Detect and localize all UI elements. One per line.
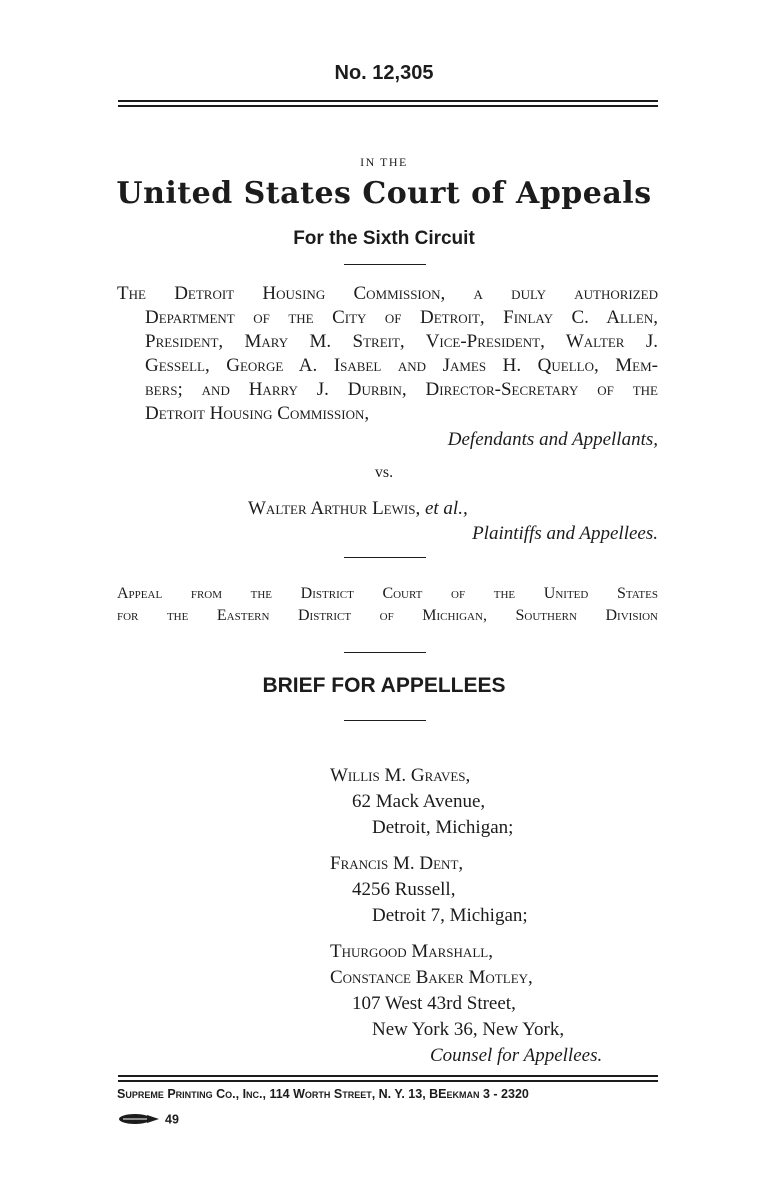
defendants-line-2: Department of the City of Detroit, Finlay C. Allen,: [145, 307, 658, 328]
printer-line: Supreme Printing Co., Inc., 114 Worth Street, N. Y. 13, BEekman 3 - 2320: [117, 1087, 529, 1101]
defendants-line-1: The Detroit Housing Commission, a duly authorized: [117, 283, 658, 304]
plaintiffs-role: Plaintiffs and Appellees.: [472, 523, 658, 544]
plaintiffs-name: Walter Arthur Lewis,: [248, 498, 421, 519]
plaintiffs-etal: et al.,: [424, 498, 468, 519]
counsel-marshall-city: New York 36, New York,: [372, 1019, 565, 1040]
in-the-label: IN THE: [360, 155, 408, 169]
header-double-rule: [118, 100, 658, 107]
union-label: [117, 1110, 179, 1126]
circuit-name: For the Sixth Circuit: [293, 228, 475, 249]
counsel-graves-name: Willis M. Graves,: [330, 765, 471, 786]
counsel-block: [330, 763, 660, 1069]
defendants-line-6: Detroit Housing Commission,: [145, 403, 370, 424]
counsel-marshall-street: 107 West 43rd Street,: [352, 993, 516, 1014]
counsel-dent-street: 4256 Russell,: [352, 879, 456, 900]
counsel-role: Counsel for Appellees.: [430, 1045, 603, 1066]
divider-rule-1: [344, 264, 426, 265]
court-name: United States Court of Appeals: [116, 176, 652, 211]
counsel-dent-name: Francis M. Dent,: [330, 853, 464, 874]
defendants-line-4: Gessell, George A. Isabel and James H. Quello, Mem-: [145, 355, 658, 376]
union-number: 49: [165, 1112, 179, 1127]
case-number: No. 12,305: [334, 62, 434, 84]
defendants-block: [117, 282, 658, 426]
divider-rule-2: [344, 557, 426, 558]
versus: vs.: [374, 464, 394, 481]
counsel-dent-city: Detroit 7, Michigan;: [372, 905, 528, 926]
appeal-line-1: Appeal from the District Court of the United States: [117, 585, 658, 602]
union-bug-icon: [117, 1112, 161, 1126]
appeal-line-2: for the Eastern District of Michigan, Southern Division: [117, 607, 658, 624]
plaintiffs-line: [248, 497, 668, 521]
defendants-line-3: President, Mary M. Streit, Vice-President, Walter J.: [145, 331, 658, 352]
counsel-graves-city: Detroit, Michigan;: [372, 817, 514, 838]
brief-title: BRIEF FOR APPELLEES: [262, 674, 506, 697]
divider-rule-4: [344, 720, 426, 721]
counsel-motley-name: Constance Baker Motley,: [330, 967, 533, 988]
divider-rule-3: [344, 652, 426, 653]
defendants-role: Defendants and Appellants,: [447, 429, 658, 450]
counsel-marshall-name: Thurgood Marshall,: [330, 941, 493, 962]
footer-double-rule: [118, 1075, 658, 1082]
counsel-graves-street: 62 Mack Avenue,: [352, 791, 486, 812]
defendants-line-5: bers; and Harry J. Durbin, Director-Secretary of the: [145, 379, 658, 400]
